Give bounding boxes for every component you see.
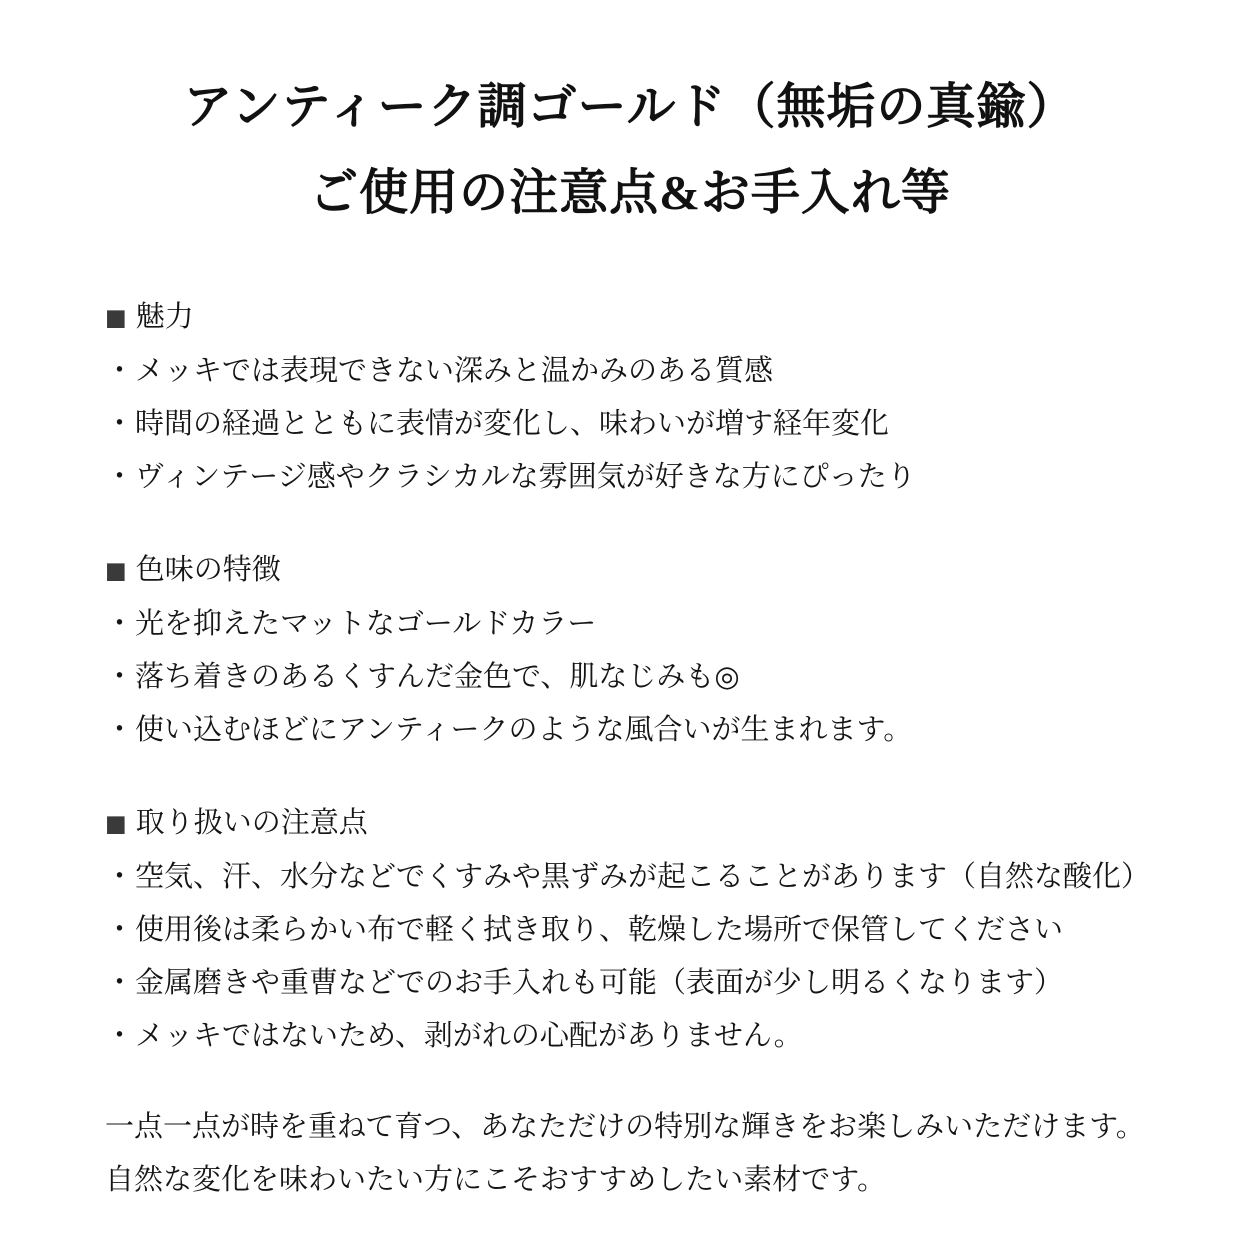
dot-bullet-icon: ・ — [105, 1020, 135, 1052]
closing-paragraph — [105, 1101, 1210, 1207]
square-bullet-icon: ■ — [105, 305, 127, 331]
closing-line-2: 自然な変化を味わいたい方にこそおすすめしたい素材です。 — [105, 1164, 886, 1196]
list-item — [105, 1010, 1210, 1063]
section-heading — [105, 544, 1210, 598]
section-heading-text: 魅力 — [135, 301, 194, 333]
dot-bullet-icon: ・ — [105, 355, 135, 387]
title-line-2: ご使用の注意点&お手入れ等 — [309, 165, 951, 220]
list-item — [105, 598, 1210, 651]
dot-bullet-icon: ・ — [105, 914, 135, 946]
list-item-text: 落ち着きのあるくすんだ金色で、肌なじみも◎ — [135, 661, 740, 693]
section-appeal — [105, 291, 1210, 504]
section-heading — [105, 797, 1210, 851]
list-item-text: ヴィンテージ感やクラシカルな雰囲気が好きな方にぴったり — [135, 461, 916, 493]
list-item-text: 時間の経過とともに表情が変化し、味わいが増す経年変化 — [135, 408, 890, 440]
list-item — [105, 451, 1210, 504]
dot-bullet-icon: ・ — [105, 861, 135, 893]
dot-bullet-icon: ・ — [105, 408, 135, 440]
title-line-1: アンティーク調ゴールド（無垢の真鍮） — [183, 79, 1077, 134]
square-bullet-icon: ■ — [105, 558, 127, 584]
document-body — [0, 236, 1260, 1207]
dot-bullet-icon: ・ — [105, 714, 135, 746]
list-item — [105, 398, 1210, 451]
list-item — [105, 851, 1210, 904]
list-item — [105, 904, 1210, 957]
section-heading-text: 色味の特徴 — [135, 554, 281, 586]
dot-bullet-icon: ・ — [105, 608, 135, 640]
list-item-text: メッキでは表現できない深みと温かみのある質感 — [135, 355, 774, 387]
dot-bullet-icon: ・ — [105, 661, 135, 693]
document-title — [0, 0, 1260, 236]
closing-line-1: 一点一点が時を重ねて育つ、あなただけの特別な輝きをお楽しみいただけます。 — [105, 1111, 1145, 1143]
dot-bullet-icon: ・ — [105, 967, 135, 999]
list-item — [105, 704, 1210, 757]
section-heading — [105, 291, 1210, 345]
list-item-text: メッキではないため、剥がれの心配がありません。 — [135, 1020, 803, 1052]
square-bullet-icon: ■ — [105, 811, 127, 837]
section-handling-precautions — [105, 797, 1210, 1063]
list-item — [105, 345, 1210, 398]
dot-bullet-icon: ・ — [105, 461, 135, 493]
list-item-text: 使い込むほどにアンティークのような風合いが生まれます。 — [135, 714, 913, 746]
bullet-list — [105, 851, 1210, 1063]
bullet-list — [105, 345, 1210, 504]
section-heading-text: 取り扱いの注意点 — [135, 807, 368, 839]
list-item — [105, 651, 1210, 704]
list-item-text: 使用後は柔らかい布で軽く拭き取り、乾燥した場所で保管してください — [135, 914, 1064, 946]
list-item-text: 金属磨きや重曹などでのお手入れも可能（表面が少し明るくなります） — [135, 967, 1064, 999]
section-color-characteristics — [105, 544, 1210, 757]
list-item — [105, 957, 1210, 1010]
bullet-list — [105, 598, 1210, 757]
list-item-text: 光を抑えたマットなゴールドカラー — [135, 608, 597, 640]
list-item-text: 空気、汗、水分などでくすみや黒ずみが起こることがあります（自然な酸化） — [135, 861, 1151, 893]
